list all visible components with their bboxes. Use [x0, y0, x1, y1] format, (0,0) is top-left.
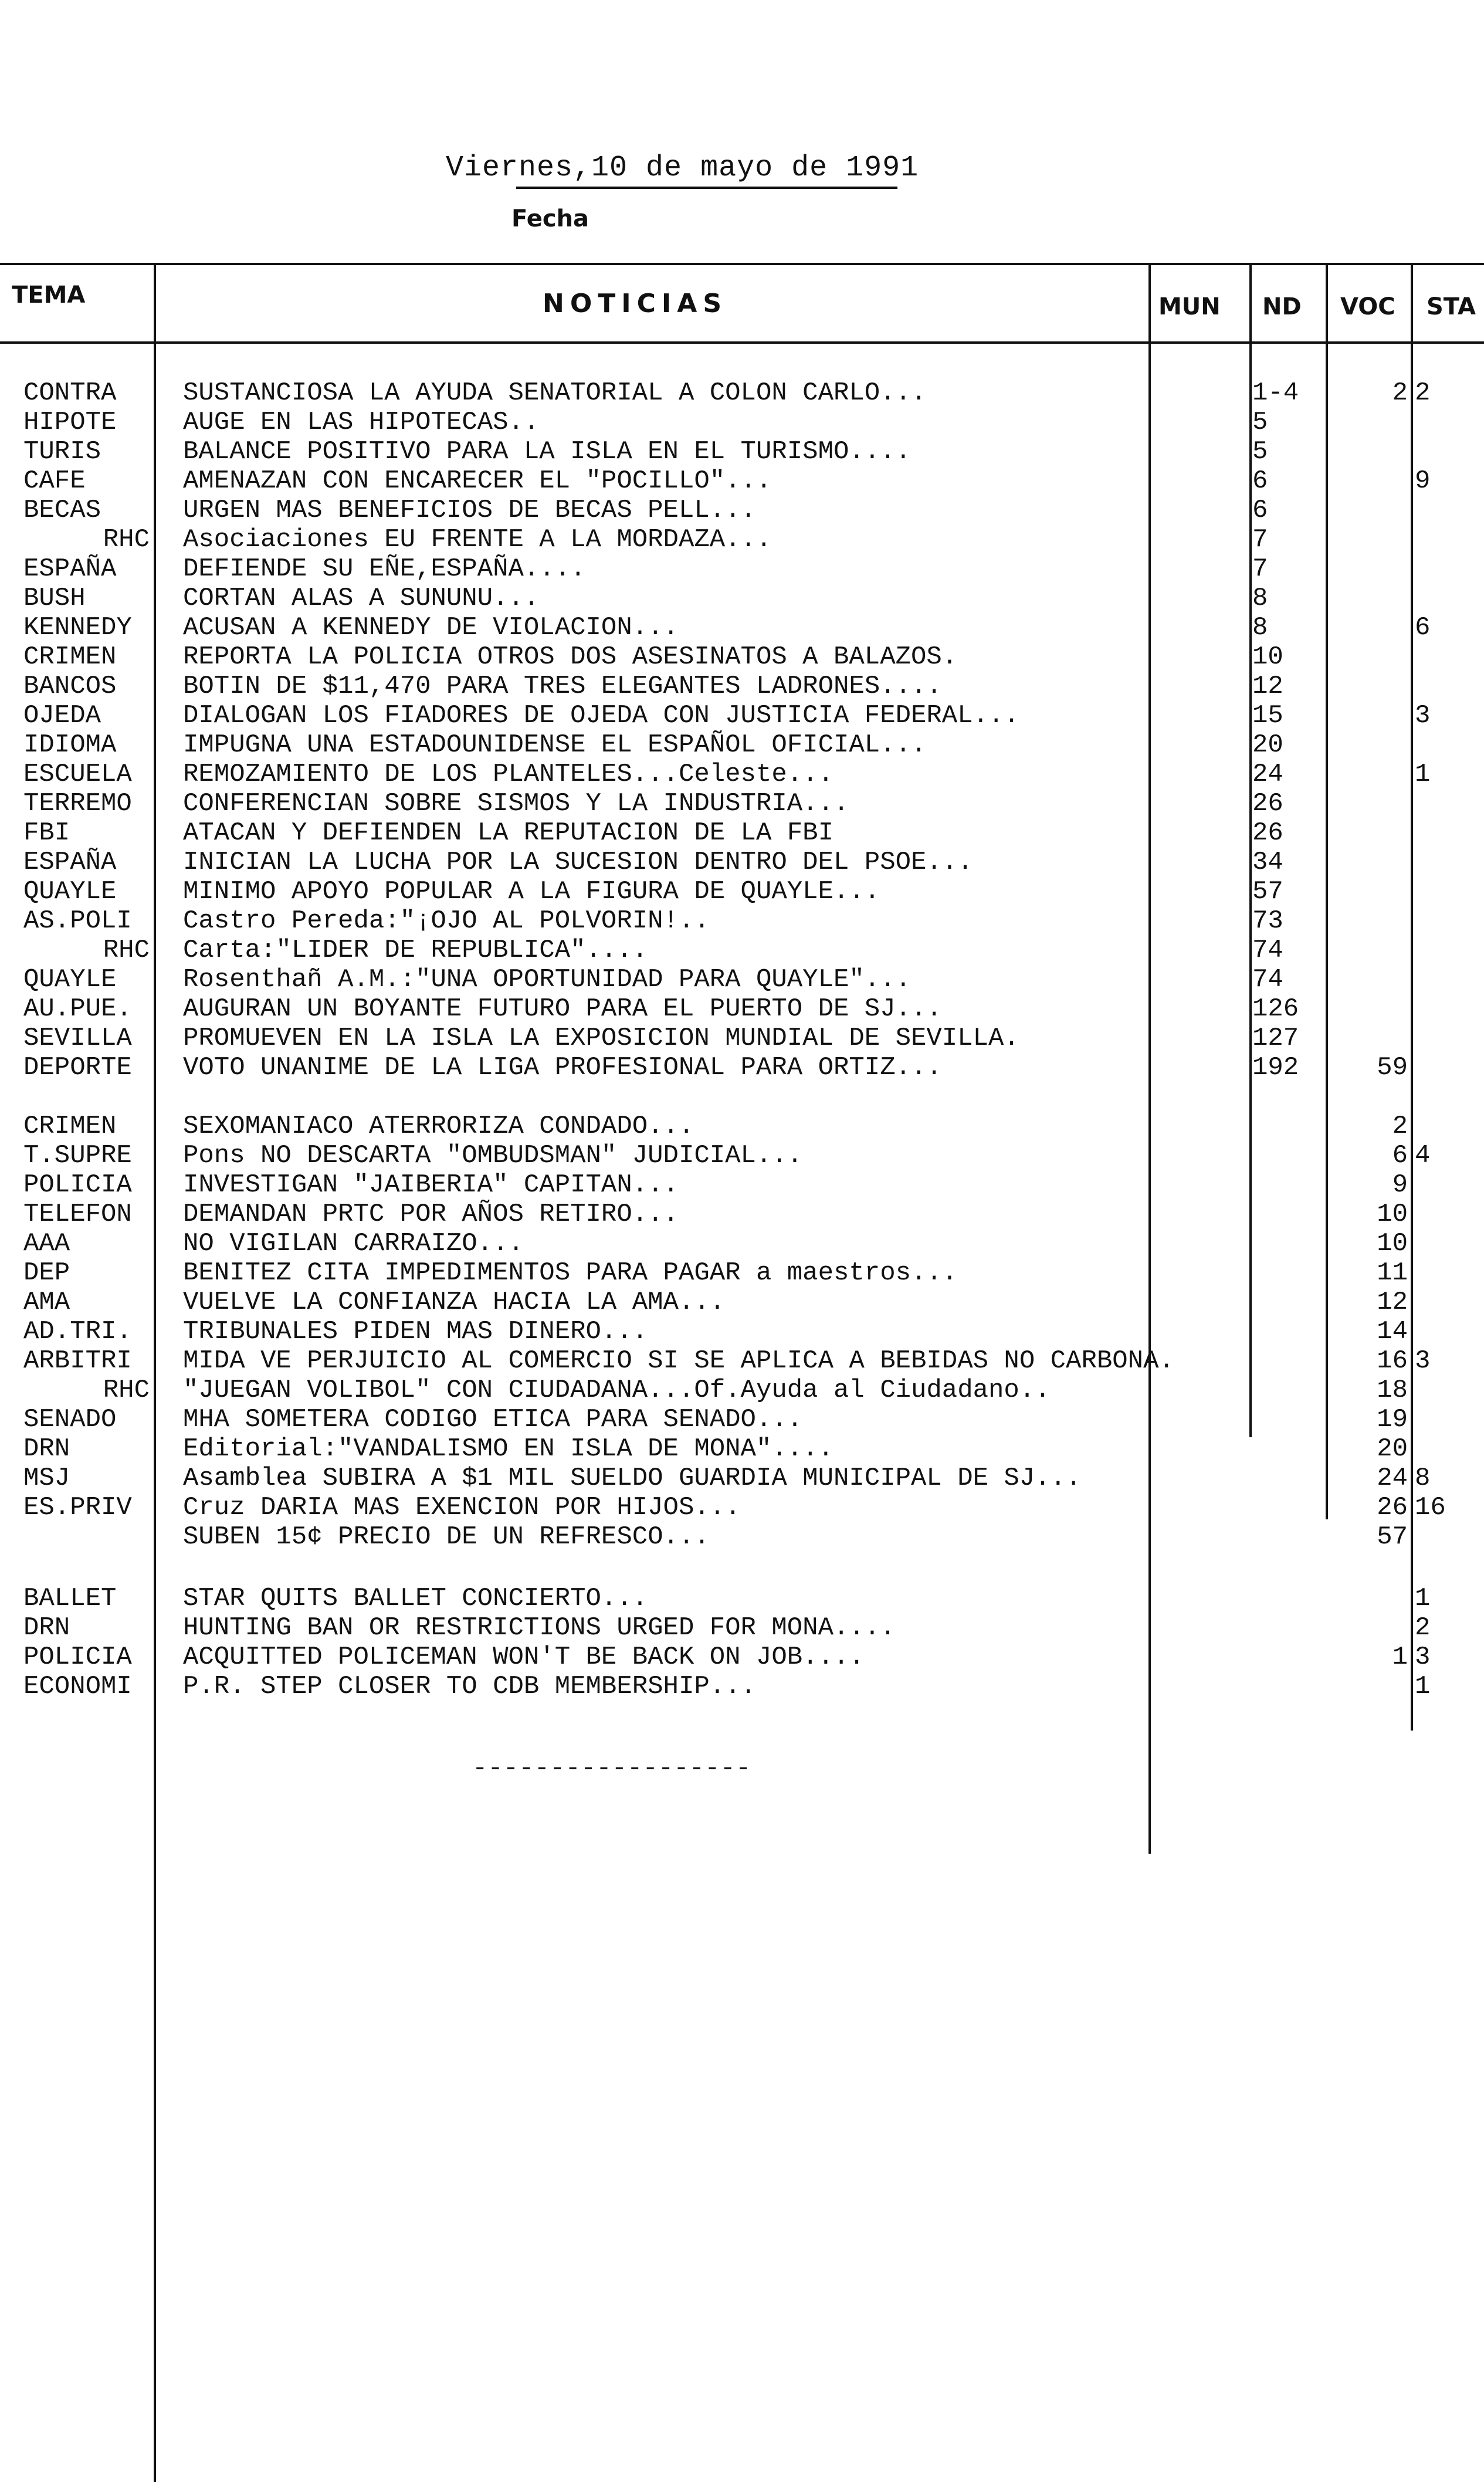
row-tema: SENADO	[23, 1405, 117, 1434]
header-bottom-border	[0, 341, 1484, 344]
row-sta: 1	[1415, 760, 1431, 789]
row-tema: BANCOS	[23, 672, 117, 701]
row-tema: POLICIA	[23, 1170, 132, 1200]
row-tema: CONTRA	[23, 378, 117, 408]
row-noticia: BALANCE POSITIVO PARA LA ISLA EN EL TURISMO....	[183, 437, 912, 466]
row-sta: 3	[1415, 1346, 1431, 1376]
row-tema: ES.PRIV	[23, 1493, 132, 1522]
row-tema: HIPOTE	[23, 408, 117, 437]
row-nd: 73	[1252, 906, 1283, 936]
row-noticia: BENITEZ CITA IMPEDIMENTOS PARA PAGAR a maestros...	[183, 1258, 958, 1288]
date-underline	[516, 187, 897, 189]
row-tema: ESCUELA	[23, 760, 132, 789]
row-tema: DRN	[23, 1613, 70, 1643]
row-noticia: SUBEN 15¢ PRECIO DE UN REFRESCO...	[183, 1522, 710, 1552]
row-tema: FBI	[23, 818, 70, 848]
row-tema: ESPAÑA	[23, 554, 117, 584]
table-top-border	[0, 263, 1484, 265]
row-noticia: TRIBUNALES PIDEN MAS DINERO...	[183, 1317, 648, 1346]
row-noticia: AMENAZAN CON ENCARECER EL "POCILLO"...	[183, 466, 772, 496]
row-tema: BECAS	[23, 496, 101, 525]
row-noticia: DEFIENDE SU EÑE,ESPAÑA....	[183, 554, 586, 584]
row-tema: ECONOMI	[23, 1672, 132, 1701]
report-date: Viernes,10 de mayo de 1991	[446, 151, 919, 185]
row-noticia: Cruz DARIA MAS EXENCION POR HIJOS...	[183, 1493, 741, 1522]
row-tema: AU.PUE.	[23, 994, 132, 1024]
row-sta: 3	[1415, 1643, 1431, 1672]
row-tema: TERREMO	[23, 789, 132, 818]
row-voc: 10	[1377, 1200, 1408, 1229]
row-noticia: MHA SOMETERA CODIGO ETICA PARA SENADO...	[183, 1405, 803, 1434]
row-noticia: Editorial:"VANDALISMO EN ISLA DE MONA"....	[183, 1434, 834, 1464]
row-tema: ARBITRI	[23, 1346, 132, 1376]
row-tema: OJEDA	[23, 701, 101, 730]
row-noticia: Carta:"LIDER DE REPUBLICA"....	[183, 936, 648, 965]
row-noticia: HUNTING BAN OR RESTRICTIONS URGED FOR MONA....	[183, 1613, 896, 1643]
voc-column-divider	[1411, 264, 1413, 1731]
row-sta: 9	[1415, 466, 1431, 496]
row-noticia: REMOZAMIENTO DE LOS PLANTELES...Celeste...	[183, 760, 834, 789]
column-header-mun: MUN	[1158, 293, 1221, 320]
row-sta: 1	[1415, 1672, 1431, 1701]
row-nd: 192	[1252, 1053, 1299, 1082]
row-voc: 18	[1377, 1376, 1408, 1405]
row-noticia: INVESTIGAN "JAIBERIA" CAPITAN...	[183, 1170, 679, 1200]
row-voc: 6	[1392, 1141, 1408, 1170]
tema-column-divider	[154, 264, 156, 2482]
row-voc: 19	[1377, 1405, 1408, 1434]
row-tema: ESPAÑA	[23, 848, 117, 877]
row-noticia: CONFERENCIAN SOBRE SISMOS Y LA INDUSTRIA...	[183, 789, 849, 818]
row-nd: 1-4	[1252, 378, 1299, 408]
row-sta: 8	[1415, 1464, 1431, 1493]
row-sta: 3	[1415, 701, 1431, 730]
row-sta: 2	[1415, 378, 1431, 408]
row-noticia: IMPUGNA UNA ESTADOUNIDENSE EL ESPAÑOL OFICIAL...	[183, 730, 927, 760]
row-nd: 127	[1252, 1024, 1299, 1053]
row-nd: 57	[1252, 877, 1283, 906]
row-nd: 6	[1252, 496, 1268, 525]
row-sta: 2	[1415, 1613, 1431, 1643]
row-tema: DEPORTE	[23, 1053, 132, 1082]
row-noticia: STAR QUITS BALLET CONCIERTO...	[183, 1584, 648, 1613]
row-tema: QUAYLE	[23, 965, 117, 994]
row-tema: RHC	[103, 525, 150, 554]
row-voc: 9	[1392, 1170, 1408, 1200]
row-noticia: VUELVE LA CONFIANZA HACIA LA AMA...	[183, 1288, 726, 1317]
column-header-sta: STA	[1427, 293, 1476, 320]
row-tema: T.SUPRE	[23, 1141, 132, 1170]
row-voc: 24	[1377, 1464, 1408, 1493]
row-noticia: NO VIGILAN CARRAIZO...	[183, 1229, 524, 1258]
row-noticia: "JUEGAN VOLIBOL" CON CIUDADANA...Of.Ayuda al Ciudadano..	[183, 1376, 1051, 1405]
row-tema: RHC	[103, 1376, 150, 1405]
row-tema: DRN	[23, 1434, 70, 1464]
row-nd: 10	[1252, 642, 1283, 672]
column-header-tema: TEMA	[12, 282, 86, 309]
row-voc: 59	[1377, 1053, 1408, 1082]
row-noticia: P.R. STEP CLOSER TO CDB MEMBERSHIP...	[183, 1672, 756, 1701]
row-voc: 10	[1377, 1229, 1408, 1258]
row-noticia: MINIMO APOYO POPULAR A LA FIGURA DE QUAYLE...	[183, 877, 880, 906]
row-tema: CRIMEN	[23, 642, 117, 672]
row-noticia: DEMANDAN PRTC POR AÑOS RETIRO...	[183, 1200, 679, 1229]
row-tema: BUSH	[23, 584, 86, 613]
row-tema: IDIOMA	[23, 730, 117, 760]
row-nd: 74	[1252, 936, 1283, 965]
row-noticia: ATACAN Y DEFIENDEN LA REPUTACION DE LA FBI	[183, 818, 834, 848]
row-noticia: Asociaciones EU FRENTE A LA MORDAZA...	[183, 525, 772, 554]
separator-line: ------------------	[472, 1754, 751, 1783]
row-tema: AD.TRI.	[23, 1317, 132, 1346]
row-nd: 26	[1252, 789, 1283, 818]
row-tema: SEVILLA	[23, 1024, 132, 1053]
row-tema: CAFE	[23, 466, 86, 496]
row-nd: 6	[1252, 466, 1268, 496]
row-nd: 26	[1252, 818, 1283, 848]
row-tema: TURIS	[23, 437, 101, 466]
row-tema: POLICIA	[23, 1643, 132, 1672]
row-noticia: DIALOGAN LOS FIADORES DE OJEDA CON JUSTICIA FEDERAL...	[183, 701, 1019, 730]
row-noticia: Rosenthañ A.M.:"UNA OPORTUNIDAD PARA QUAYLE"...	[183, 965, 912, 994]
row-sta: 6	[1415, 613, 1431, 642]
row-nd: 126	[1252, 994, 1299, 1024]
column-header-nd: ND	[1262, 293, 1302, 320]
column-header-noticias: NOTICIAS	[543, 289, 728, 319]
row-noticia: Pons NO DESCARTA "OMBUDSMAN" JUDICIAL...	[183, 1141, 803, 1170]
row-voc: 57	[1377, 1522, 1408, 1552]
row-tema: CRIMEN	[23, 1112, 117, 1141]
row-noticia: Castro Pereda:"¡OJO AL POLVORIN!..	[183, 906, 710, 936]
row-noticia: ACUSAN A KENNEDY DE VIOLACION...	[183, 613, 679, 642]
row-nd: 34	[1252, 848, 1283, 877]
row-nd: 24	[1252, 760, 1283, 789]
noticias-column-divider	[1148, 264, 1151, 1854]
row-tema: QUAYLE	[23, 877, 117, 906]
row-tema: AMA	[23, 1288, 70, 1317]
row-voc: 2	[1392, 1112, 1408, 1141]
mun-column-divider	[1249, 264, 1252, 1437]
row-nd: 15	[1252, 701, 1283, 730]
row-sta: 4	[1415, 1141, 1431, 1170]
row-tema: TELEFON	[23, 1200, 132, 1229]
row-noticia: PROMUEVEN EN LA ISLA LA EXPOSICION MUNDIAL DE SEVILLA.	[183, 1024, 1019, 1053]
row-voc: 16	[1377, 1346, 1408, 1376]
row-sta: 1	[1415, 1584, 1431, 1613]
row-voc: 20	[1377, 1434, 1408, 1464]
row-nd: 5	[1252, 408, 1268, 437]
row-noticia: VOTO UNANIME DE LA LIGA PROFESIONAL PARA ORTIZ...	[183, 1053, 942, 1082]
row-voc: 26	[1377, 1493, 1408, 1522]
row-noticia: MIDA VE PERJUICIO AL COMERCIO SI SE APLICA A BEBIDAS NO CARBONA.	[183, 1346, 1174, 1376]
row-nd: 8	[1252, 584, 1268, 613]
row-nd: 7	[1252, 554, 1268, 584]
row-noticia: AUGE EN LAS HIPOTECAS..	[183, 408, 540, 437]
row-nd: 8	[1252, 613, 1268, 642]
row-noticia: AUGURAN UN BOYANTE FUTURO PARA EL PUERTO DE SJ...	[183, 994, 942, 1024]
row-tema: AAA	[23, 1229, 70, 1258]
row-tema: BALLET	[23, 1584, 117, 1613]
row-tema: DEP	[23, 1258, 70, 1288]
row-voc: 11	[1377, 1258, 1408, 1288]
row-nd: 74	[1252, 965, 1283, 994]
row-noticia: INICIAN LA LUCHA POR LA SUCESION DENTRO DEL PSOE...	[183, 848, 973, 877]
row-voc: 12	[1377, 1288, 1408, 1317]
row-noticia: CORTAN ALAS A SUNUNU...	[183, 584, 540, 613]
row-tema: KENNEDY	[23, 613, 132, 642]
row-noticia: Asamblea SUBIRA A $1 MIL SUELDO GUARDIA MUNICIPAL DE SJ...	[183, 1464, 1082, 1493]
row-nd: 20	[1252, 730, 1283, 760]
row-tema: MSJ	[23, 1464, 70, 1493]
row-noticia: BOTIN DE $11,470 PARA TRES ELEGANTES LADRONES....	[183, 672, 942, 701]
row-voc: 14	[1377, 1317, 1408, 1346]
row-nd: 12	[1252, 672, 1283, 701]
row-noticia: URGEN MAS BENEFICIOS DE BECAS PELL...	[183, 496, 756, 525]
row-voc: 2	[1392, 378, 1408, 408]
fecha-label: Fecha	[511, 205, 589, 232]
row-noticia: SEXOMANIACO ATERRORIZA CONDADO...	[183, 1112, 694, 1141]
column-header-voc: VOC	[1340, 293, 1395, 320]
row-sta: 16	[1415, 1493, 1446, 1522]
row-nd: 7	[1252, 525, 1268, 554]
row-tema: RHC	[103, 936, 150, 965]
row-noticia: SUSTANCIOSA LA AYUDA SENATORIAL A COLON CARLO...	[183, 378, 927, 408]
row-tema: AS.POLI	[23, 906, 132, 936]
row-noticia: ACQUITTED POLICEMAN WON'T BE BACK ON JOB....	[183, 1643, 865, 1672]
row-voc: 1	[1392, 1643, 1408, 1672]
row-noticia: REPORTA LA POLICIA OTROS DOS ASESINATOS A BALAZOS.	[183, 642, 958, 672]
nd-column-divider	[1326, 264, 1328, 1519]
row-nd: 5	[1252, 437, 1268, 466]
